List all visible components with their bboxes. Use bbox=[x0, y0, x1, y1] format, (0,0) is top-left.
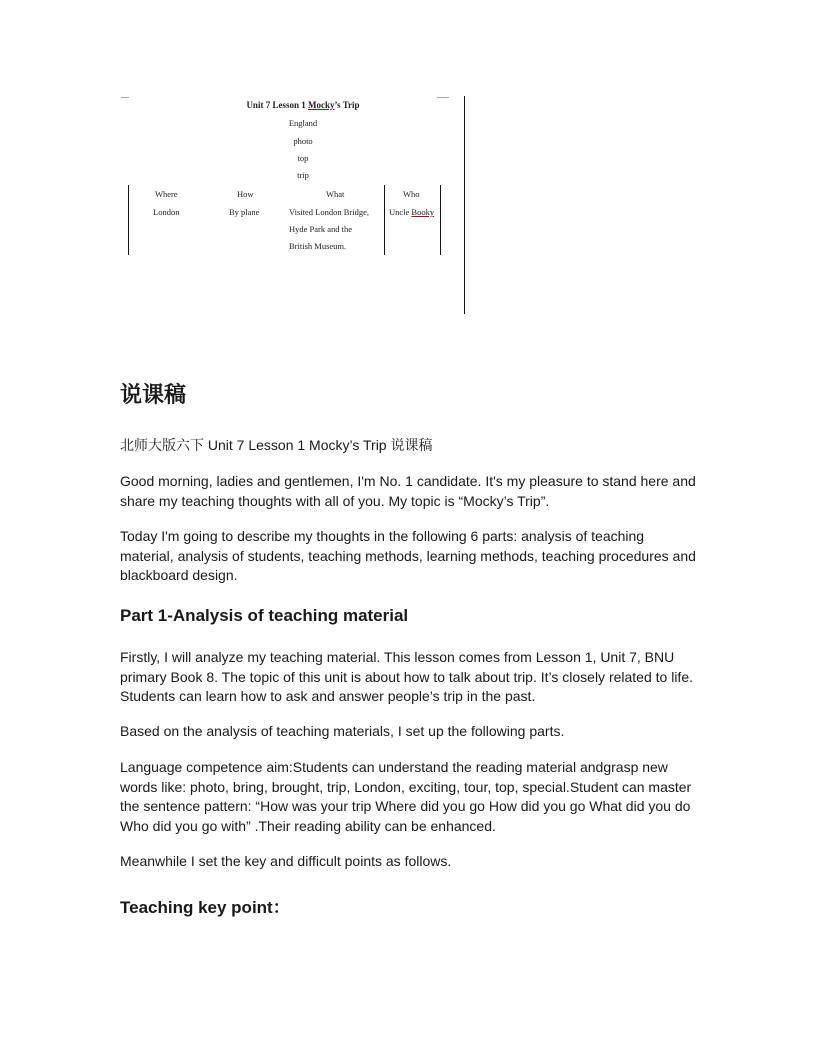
image-corner-mark bbox=[437, 97, 449, 98]
section-heading-part1: Part 1-Analysis of teaching material bbox=[120, 606, 409, 625]
paragraph-greeting: Good morning, ladies and gentlemen, I'm No. 1 candidate. It's my pleasure to stand here and share my teaching thoughts with all of you. My topic is “Mocky’s Trip”. bbox=[120, 473, 696, 509]
page-title: 说课稿 bbox=[120, 383, 187, 408]
board-word-england: England bbox=[288, 118, 318, 128]
board-title: Unit 7 Lesson 1 Mocky’s Trip bbox=[246, 100, 360, 110]
paragraph-outline: Today I'm going to describe my thoughts in the following 6 parts: analysis of teaching material, analysis of students, teaching methods, learning methods, teaching procedures and blackboard design. bbox=[120, 528, 696, 583]
image-right-border bbox=[464, 96, 465, 314]
board-header-how: How bbox=[237, 189, 254, 199]
board-cell-who: Uncle Booky bbox=[389, 207, 435, 217]
board-word-top: top bbox=[297, 153, 309, 163]
board-cell-what-line: Hyde Park and the bbox=[289, 224, 353, 234]
board-header-where: Where bbox=[155, 189, 178, 199]
paragraph-analysis: Firstly, I will analyze my teaching material. This lesson comes from Lesson 1, Unit 7, BNU primary Book 8. The topic of this unit is about how to talk about trip. It’s closely related to life. Students can learn how to ask and answer people’s trip in the past. bbox=[120, 649, 693, 704]
board-header-what: What bbox=[326, 189, 345, 199]
paragraph-key-points-intro: Meanwhile I set the key and difficult points as follows. bbox=[120, 853, 452, 869]
table-right-border bbox=[440, 185, 441, 255]
board-header-who: Who bbox=[403, 189, 420, 199]
blackboard-design-image bbox=[120, 92, 470, 317]
paragraph-based-on: Based on the analysis of teaching materials, I set up the following parts. bbox=[120, 723, 565, 739]
paragraph-language-aim: Language competence aim:Students can understand the reading material andgrasp new words like: photo, bring, brought, trip, London, exciting, tour, top, special.Student can master the sentence pattern: “How was your trip Where did you go How did you go What did you do Who did you go with” .Their reading ability can be enhanced. bbox=[120, 759, 692, 834]
board-cell-what-line: British Museum. bbox=[289, 241, 347, 251]
image-corner-mark bbox=[121, 97, 129, 98]
section-heading-key-point: Teaching key point： bbox=[120, 898, 290, 917]
document-subtitle: 北师大版六下 Unit 7 Lesson 1 Mocky’s Trip 说课稿 bbox=[120, 437, 433, 453]
board-cell-what-line: Visited London Bridge, bbox=[289, 207, 369, 217]
board-cell-where: London bbox=[153, 207, 180, 217]
table-divider bbox=[384, 185, 385, 255]
board-word-photo: photo bbox=[293, 136, 313, 146]
table-left-border bbox=[128, 185, 129, 255]
board-cell-how: By plane bbox=[229, 207, 260, 217]
board-word-trip: trip bbox=[297, 170, 309, 180]
